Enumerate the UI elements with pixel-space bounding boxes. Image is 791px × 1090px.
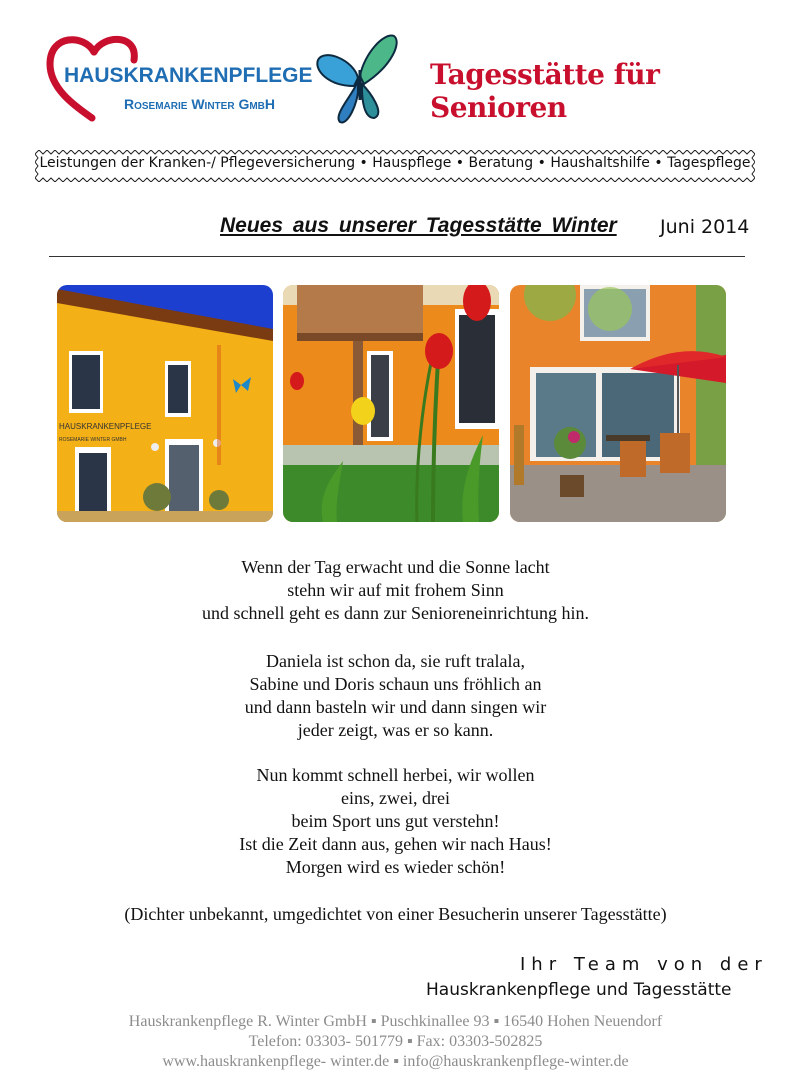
poem-stanza-3 [0, 764, 791, 879]
photo-terrace [510, 285, 726, 522]
poem-stanza-2 [0, 650, 791, 742]
newsletter-heading: Neues aus unserer Tagesstätte Winter [220, 214, 617, 237]
poem-line: eins, zwei, drei [341, 788, 450, 808]
poem-line: Morgen wird es wieder schön! [285, 857, 506, 877]
butterfly-icon [314, 30, 402, 126]
poem-line: und dann basteln wir und dann singen wir [244, 697, 547, 717]
poem-line: stehn wir auf mit frohem Sinn [287, 580, 504, 600]
poem-line: Ist die Zeit dann aus, gehen wir nach Haus! [239, 834, 552, 854]
services-list: Leistungen der Kranken-/ Pflegeversicherung • Hauspflege • Beratung • Haushaltshilfe • Tagespflege [39, 155, 751, 171]
signoff-line-2: Hauskrankenpflege und Tagesstätte [426, 980, 732, 1000]
footer-address: Hauskrankenpflege R. Winter GmbH ▪ Puschkinallee 93 ▪ 16540 Hohen Neuendorf [128, 1013, 663, 1030]
footer-web: www.hauskrankenpflege- winter.de ▪ info@hauskrankenpflege-winter.de [162, 1053, 629, 1070]
poem-credit: (Dichter unbekannt, umgedichtet von einer Besucherin unserer Tagesstätte) [124, 904, 667, 924]
poem-line: Sabine und Doris schaun uns fröhlich an [249, 674, 542, 694]
logo-name: HAUSKRANKENPFLEGE [64, 64, 313, 87]
building-sign-sub: ROSEMARIE WINTER GMBH [59, 437, 127, 443]
footer-phone: Telefon: 03303- 501779 ▪ Fax: 03303-502825 [248, 1033, 543, 1050]
poem-line: beim Sport uns gut verstehn! [291, 811, 500, 831]
header-title: Tagesstätte für Senioren [430, 58, 660, 124]
divider-line [49, 256, 745, 257]
poem-line: jeder zeigt, was er so kann. [297, 720, 494, 740]
poem-line: und schnell geht es dann zur Senioreneinrichtung hin. [202, 603, 589, 623]
photo-building [57, 285, 273, 522]
newsletter-date: Juni 2014 [660, 216, 750, 238]
photo-tulips [283, 285, 499, 522]
building-sign: HAUSKRANKENPFLEGE [59, 422, 152, 431]
poem-line: Wenn der Tag erwacht und die Sonne lacht [241, 557, 550, 577]
logo-subtitle: Rosemarie Winter GmbH [124, 96, 275, 112]
poem-stanza-1 [0, 556, 791, 625]
poem-line: Daniela ist schon da, sie ruft tralala, [266, 651, 525, 671]
signoff-line-1: Ihr Team von der [520, 954, 768, 975]
poem-line: Nun kommt schnell herbei, wir wollen [256, 765, 535, 785]
